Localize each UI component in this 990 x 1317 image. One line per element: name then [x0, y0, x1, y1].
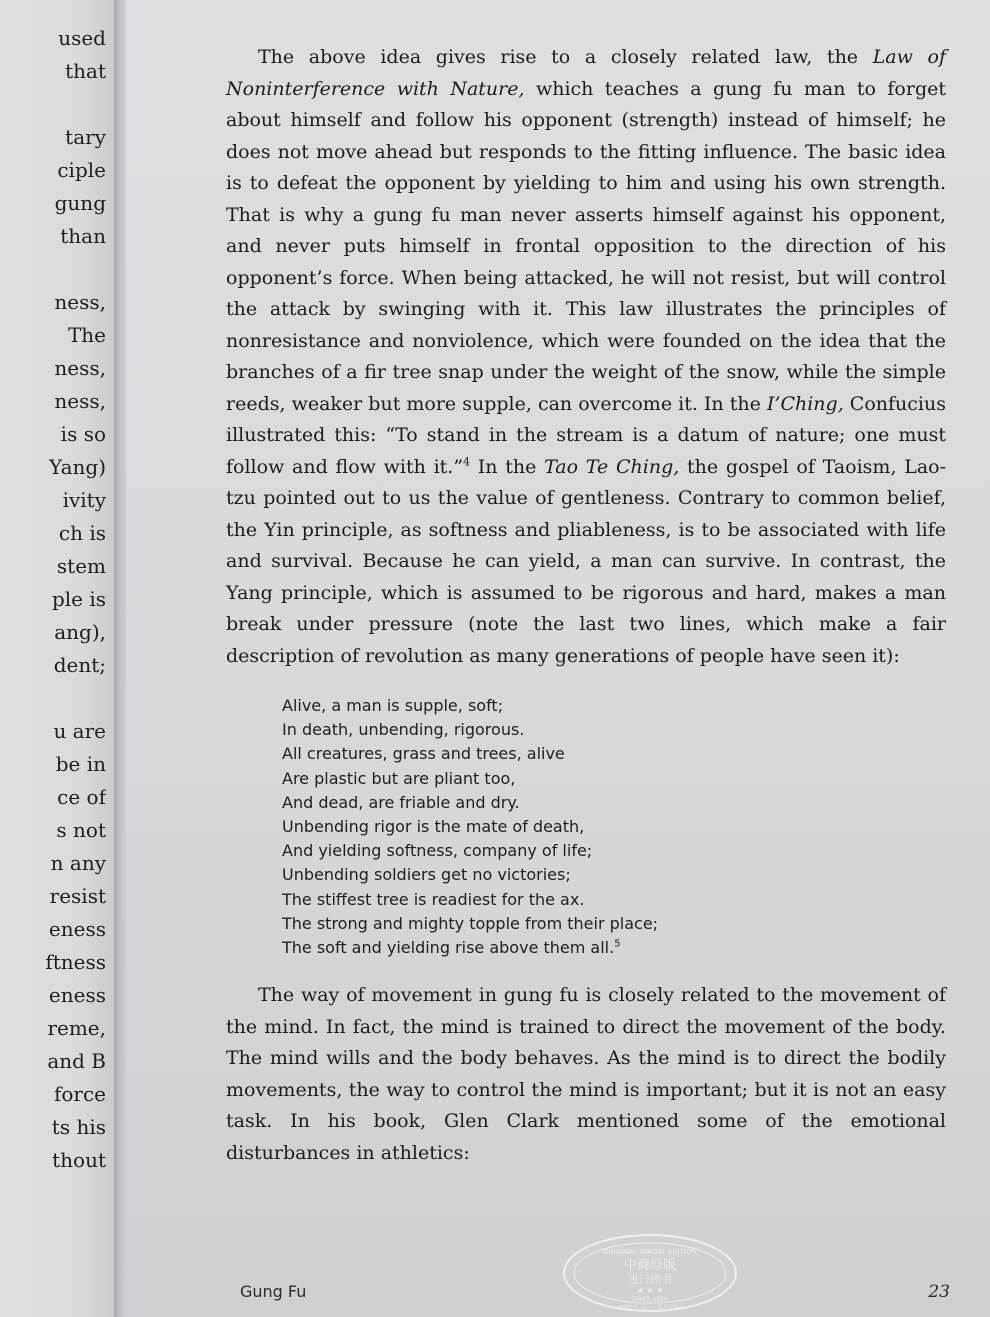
- paragraph-text-run: which teaches a gung fu man to forget about himself and follow his opponent (strength) instead of himself; he does not move ahead but responds to the fitting influence. The basic idea is to defeat the opponent by yielding to him and using his own strength. That is why a gung fu man never asserts himself against his opponent, and never puts himself in frontal opposition to the direction of his opponent’s force. When being attacked, he will not resist, but will control the attack by swinging with it. This law illustrates the principles of nonresistance and nonviolence, which were founded on the idea that the branches of a fir tree snap under the weight of the snow, while the simple reeds, weaker but more supple, can overcome it. In the: [226, 77, 946, 415]
- left-page-line-fragment: ness,: [54, 389, 106, 413]
- stamp-chinese-sub: 进口图书: [628, 1273, 672, 1286]
- left-page-line-fragment: be in: [55, 752, 106, 776]
- poem-line-text: All creatures, grass and trees, alive: [282, 744, 565, 764]
- left-page-line-fragment: Yang): [48, 455, 106, 479]
- right-page: [126, 0, 990, 1317]
- italic-title: I’Ching,: [766, 392, 844, 415]
- left-page-line-fragment: is so: [60, 422, 106, 446]
- page-number: 23: [928, 1282, 950, 1302]
- left-page-line-fragment: and B: [47, 1049, 106, 1073]
- paragraph-text-run: The above idea gives rise to a closely related law, the: [258, 46, 873, 68]
- left-page-line-fragment: eness: [48, 983, 106, 1007]
- stamp-chinese-main: 中商原版: [623, 1258, 677, 1273]
- poem-line: [282, 912, 946, 936]
- poem-line-text: Alive, a man is supple, soft;: [282, 696, 504, 715]
- paragraph-2-text: The way of movement in gung fu is closely related to the movement of the mind. In fact, the mind is trained to direct the movement of the body. The mind wills and the body behaves. As the mind is to direct the bodily movements, the way to control the mind is important; but it is not an easy task. In his book, Glen Clark mentioned some of the emotional disturbances in athletics:: [226, 984, 946, 1164]
- left-page-line-fragment: u are: [53, 719, 106, 743]
- left-page-line-fragment: The: [67, 323, 106, 347]
- poem-line: [282, 863, 946, 887]
- left-page-line-fragment: than: [60, 224, 106, 248]
- left-page-text-fragments: [6, 22, 106, 1177]
- left-page-line-fragment: [6, 682, 106, 715]
- poem-line: [282, 767, 946, 791]
- poem-line: [282, 936, 946, 960]
- left-page-line-fragment: reme,: [47, 1016, 106, 1040]
- footnote-marker: 4: [463, 455, 471, 469]
- stamp-stars-icon: ★ ★ ★: [636, 1286, 664, 1295]
- left-page-line-fragment: gung: [54, 191, 106, 215]
- running-footer-title: Gung Fu: [240, 1282, 307, 1301]
- poem-line-text: And yielding softness, company of life;: [282, 841, 593, 861]
- poem-line: [282, 742, 946, 766]
- left-page-line-fragment: thout: [52, 1148, 106, 1172]
- left-page-line-fragment: resist: [49, 884, 106, 908]
- paragraph-text-run: Confucius illustrated this: “To stand in the stream is a datum of nature; one must follow and flow with it.”: [226, 392, 946, 478]
- poem-line-text: Unbending soldiers get no victories;: [282, 865, 571, 885]
- left-page-line-fragment: that: [65, 59, 106, 83]
- left-page-line-fragment: dent;: [53, 653, 106, 677]
- paragraph-law-of-noninterference: [226, 42, 946, 672]
- paragraph-text-run: the gospel of Taoism, Lao-tzu pointed out to us the value of gentleness. Contrary to common belief, the Yin principle, as softness and pliableness, is to be associated with life and survival. Because he can yield, a man can survive. In contrast, the Yang principle, which is assumed to be rigorous and hard, makes a man break under pressure (note the last two lines, which make a fair description of revolution as many generations of people have seen it):: [226, 455, 947, 667]
- left-page-line-fragment: ang),: [54, 620, 106, 644]
- left-page-line-fragment: tary: [65, 125, 106, 149]
- poem-line-text: The stiffest tree is readiest for the ax.: [282, 889, 585, 909]
- stamp-text-top: ORIGINAL IMPORT EDITION: [603, 1248, 697, 1256]
- paragraph-text-run: In the: [470, 455, 545, 478]
- stamp-chinese-ring: 中华商务（进口）图书专营店: [617, 1305, 683, 1311]
- italic-title: Law of Noninterference with Nature,: [226, 46, 947, 100]
- poem-line: [282, 791, 946, 815]
- left-page-line-fragment: ftness: [45, 950, 106, 974]
- left-page-line-fragment: [6, 253, 106, 286]
- left-page-line-fragment: stem: [56, 554, 106, 578]
- poem-line: [282, 839, 946, 863]
- paragraph-movement-of-mind: [226, 980, 946, 1169]
- poem-line-text: And dead, are friable and dry.: [282, 792, 520, 812]
- left-page-line-fragment: force: [53, 1082, 106, 1106]
- left-page-line-fragment: ness,: [54, 290, 106, 314]
- left-page-line-fragment: eness: [48, 917, 106, 941]
- poem-line-text: Unbending rigor is the mate of death,: [282, 817, 585, 837]
- left-page-line-fragment: ch is: [58, 521, 106, 545]
- left-page-line-fragment: s not: [56, 818, 106, 842]
- left-page-line-fragment: used: [58, 26, 106, 50]
- left-page: [0, 0, 116, 1317]
- footnote-marker: 5: [614, 938, 621, 950]
- poem-line-text: In death, unbending, rigorous.: [282, 720, 525, 740]
- left-page-line-fragment: ness,: [54, 356, 106, 380]
- left-page-line-fragment: [6, 88, 106, 121]
- poem-line-text: The strong and mighty topple from their place;: [282, 913, 659, 933]
- poem-line: [282, 718, 946, 742]
- left-page-line-fragment: n any: [50, 851, 106, 875]
- poem-line-text: Are plastic but are pliant too,: [282, 768, 516, 788]
- page-body: [226, 42, 946, 1169]
- left-page-line-fragment: ciple: [57, 158, 106, 182]
- left-page-line-fragment: ple is: [51, 587, 106, 611]
- poem-line-text: The soft and yielding rise above them all.: [282, 938, 615, 958]
- tao-te-ching-poem: [282, 694, 946, 960]
- stamp-text-since: SINCE 1954: [632, 1296, 668, 1303]
- poem-line: [282, 815, 946, 839]
- italic-title: Tao Te Ching,: [544, 455, 680, 478]
- left-page-line-fragment: ivity: [62, 488, 106, 512]
- left-page-line-fragment: ce of: [57, 785, 106, 809]
- paragraph-1: [226, 42, 946, 672]
- left-page-line-fragment: ts his: [51, 1115, 106, 1139]
- poem-line: [282, 694, 946, 718]
- poem-line: [282, 888, 946, 912]
- page-footer: [240, 1282, 950, 1308]
